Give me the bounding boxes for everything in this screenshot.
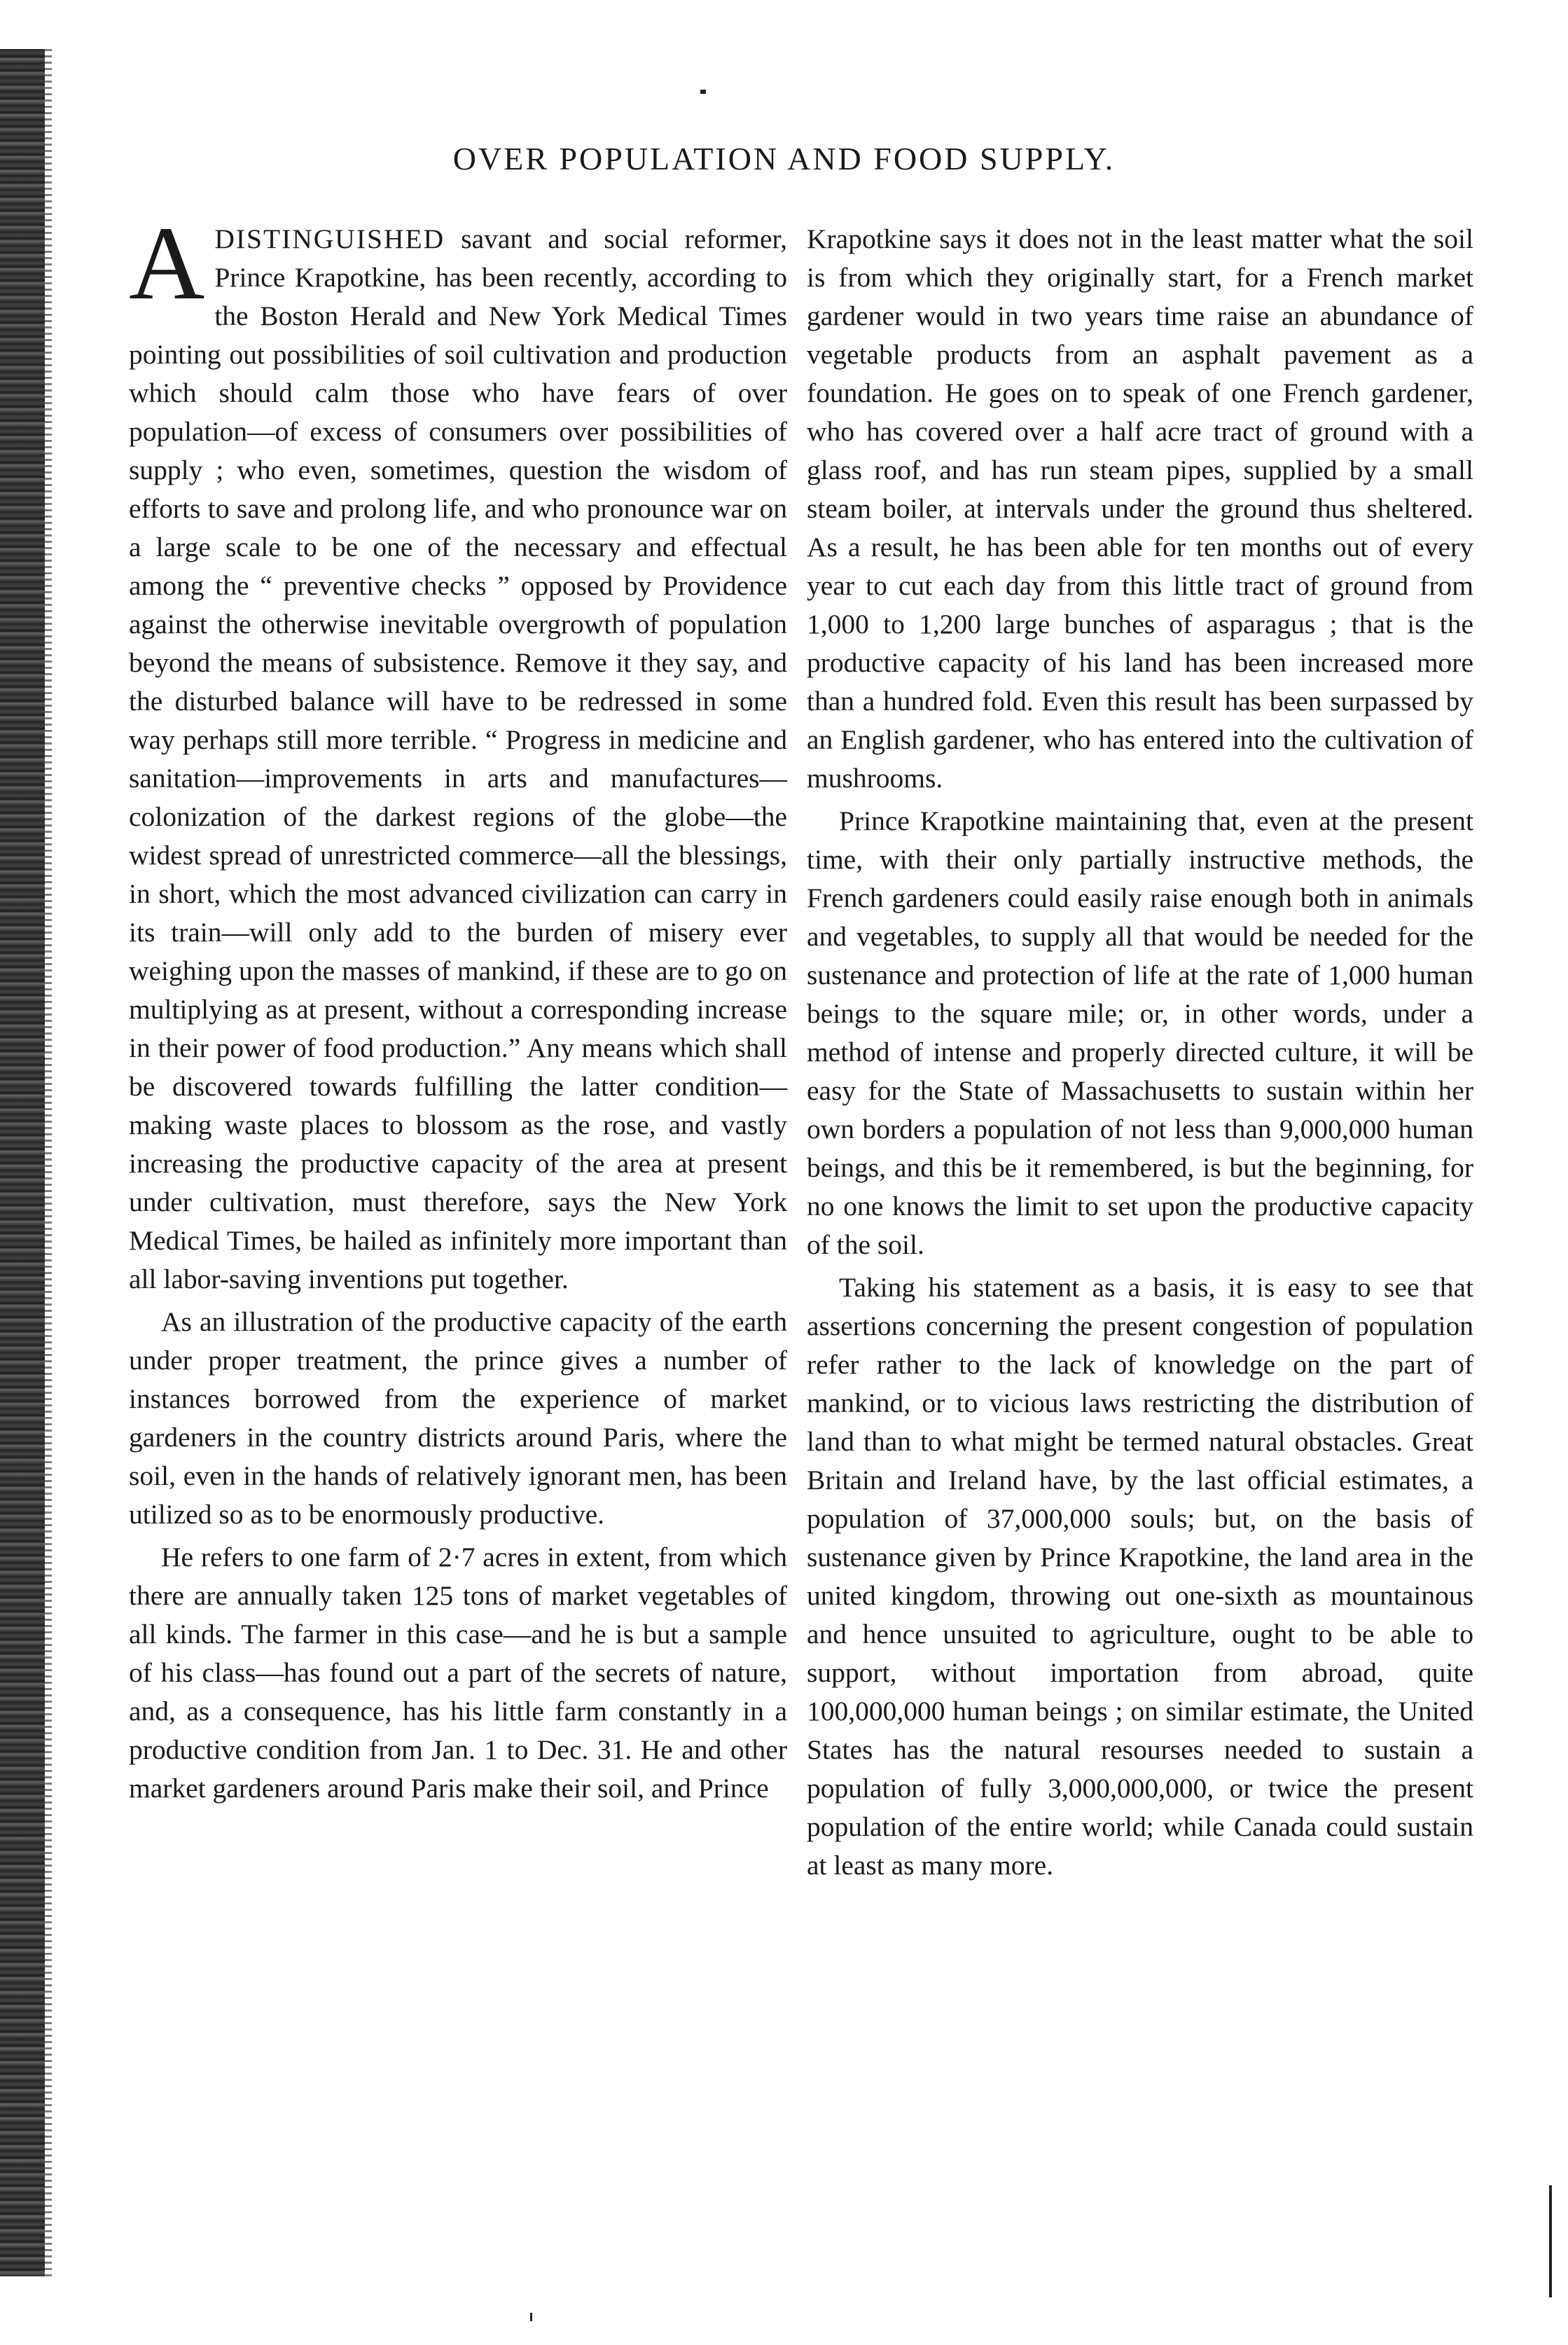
right-column xyxy=(807,220,1473,1889)
article-paragraph: Krapotkine says it does not in the least matter what the soil is from which they originally start, for a French market gardener would in two years time raise an abundance of vegetable products from an asphalt pavement as a foundation. He goes on to speak of one French gardener, who has covered over a half acre tract of ground with a glass roof, and has run steam pipes, supplied by a small steam boiler, at intervals under the ground thus sheltered. As a result, he has been able for ten months out of every year to cut each day from this little tract of ground from 1,000 to 1,200 large bunches of asparagus ; that is the productive capacity of his land has been increased more than a hundred fold. Even this result has been surpassed by an English gardener, who has entered into the cultivation of mushrooms. xyxy=(807,223,1473,794)
opening-small-caps: DISTINGUISHED xyxy=(214,223,445,254)
article-paragraph: Prince Krapotkine maintaining that, even at the present time, with their only partially instructive methods, the French gardeners could easily raise enough both in animals and vegetables, to supply all that would be needed for the sustenance and protection of life at the rate of 1,000 human beings to the square mile; or, in other words, under a method of intense and properly directed culture, it will be easy for the State of Massachusetts to sustain within her own borders a population of not less than 9,000,000 human beings, and this be it remembered, is but the beginning, for no one knows the limit to set upon the productive capacity of the soil. xyxy=(807,805,1473,1260)
article-paragraph: He refers to one farm of 2·7 acres in extent, from which there are annually taken 125 tons of market vegetables of all kinds. The farmer in this case—and he is but a sample of his class—has found out a part of the secrets of nature, and, as a consequence, has his little farm constantly in a productive condition from Jan. 1 to Dec. 31. He and other market gardeners around Paris make their soil, and Prince xyxy=(129,1542,787,1804)
article-title: OVER POPULATION AND FOOD SUPPLY. xyxy=(452,141,1116,177)
left-column xyxy=(129,205,787,1812)
drop-cap: A xyxy=(129,205,205,321)
page-binding-edge xyxy=(0,49,45,2276)
print-speck xyxy=(1549,2185,1552,2297)
article-paragraph: As an illustration of the productive capacity of the earth under proper treatment, the prince gives a number of instances borrowed from the experience of market gardeners in the country districts around Paris, where the soil, even in the hands of relatively ignorant men, has been utilized so as to be enormously productive. xyxy=(129,1306,787,1530)
article-paragraph: Taking his statement as a basis, it is easy to see that assertions concerning the present congestion of population refer rather to the lack of knowledge on the part of mankind, or to vicious laws restricting the distribution of land than to what might be termed natural obstacles. Great Britain and Ireland have, by the last official estimates, a population of 37,000,000 souls; but, on the basis of sustenance given by Prince Krapotkine, the land area in the united kingdom, throwing out one-sixth as mountainous and hence unsuited to agriculture, ought to be able to support, without importation from abroad, quite 100,000,000 human beings ; on similar estimate, the United States has the natural resourses needed to sustain a population of fully 3,000,000,000, or twice the present population of the entire world; while Canada could sustain at least as many more. xyxy=(807,1272,1473,1881)
paragraph-text: savant and social reformer, Prince Krapotkine, has been recently, according to the Boston Herald and New York Medical Times pointing out possibilities of soil cultivation and production which should calm those who have fears of over population—of excess of consumers over possibilities of supply ; who even, sometimes, question the wisdom of efforts to save and prolong life, and who pronounce war on a large scale to be one of the necessary and effectual among the “ preventive checks ” opposed by Providence against the otherwise inevitable overgrowth of population beyond the means of subsistence. Remove it they say, and the disturbed balance will have to be redressed in some way perhaps still more terrible. “ Progress in medicine and sanitation—improvements in arts and manufactures—colonization of the darkest regions of the globe—the widest spread of unrestricted commerce—all the blessings, in short, which the most advanced civilization can carry in its train—will only add to the burden of misery ever weighing upon the masses of mankind, if these are to go on multiplying as at present, without a corresponding increase in their power of food production.” Any means which shall be discovered towards fulfilling the latter condition—making waste places to blossom as the rose, and vastly increasing the productive capacity of the area at present under cultivation, must therefore, says the New York Medical Times, be hailed as infinitely more important than all labor-saving inventions put together. xyxy=(129,223,787,1294)
print-speck xyxy=(530,2313,532,2321)
article-paragraph xyxy=(129,205,787,1299)
print-speck xyxy=(700,90,706,94)
